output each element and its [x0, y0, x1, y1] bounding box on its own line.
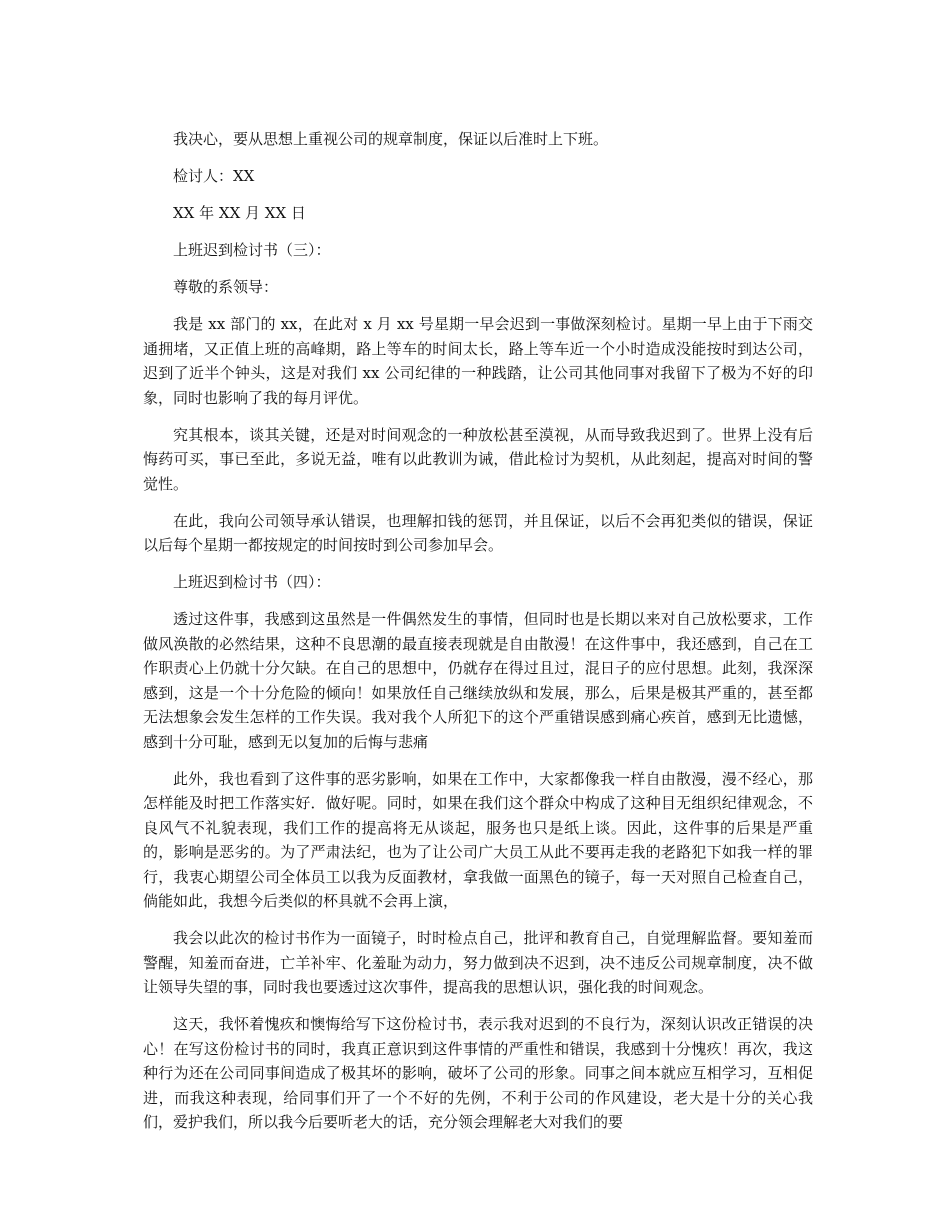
paragraph-body: 我是 xx 部门的 xx，在此对 x 月 xx 号星期一早会迟到一事做深刻检讨。星期一早上由于下雨交通拥堵，又正值上班的高峰期，路上等车的时间太长，路上等车近一个小时造成没能按时到达公司，迟到了近半个钟头，这是对我们 xx 公司纪律的一种践踏，让公司其他同事对我留下了极为不好的印象，同时也影响了我的每月评优。: [143, 315, 813, 407]
document-page: [143, 127, 813, 1147]
section-heading-four: 上班迟到检讨书（四）：: [173, 573, 331, 591]
paragraph-body: 透过这件事，我感到这虽然是一件偶然发生的事情，但同时也是长期以来对自己放松要求，工作做风涣散的必然结果，这种不良思潮的最直接表现就是自由散漫！在这件事中，我还感到，自己在工作职责心上仍就十分欠缺。在自己的思想中，仍就存在得过且过，混日子的应付思想。此刻，我深深感到，这是一个十分危险的倾向！如果放任自己继续放纵和发展，那么，后果是极其严重的，甚至都无法想象会发生怎样的工作失误。我对我个人所犯下的这个严重错误感到痛心疾首，感到无比遗憾，感到十分可耻，感到无以复加的后悔与悲痛: [143, 610, 813, 751]
paragraph-body: 我会以此次的检讨书作为一面镜子，时时检点自己，批评和教育自己，自觉理解监督。要知羞而警醒，知羞而奋进，亡羊补牢、化羞耻为动力，努力做到决不迟到，决不违反公司规章制度，决不做让领导失望的事，同时我也要透过这次事件，提高我的思想认识，强化我的时间观念。: [143, 929, 813, 996]
paragraph-body: 这天，我怀着愧疚和懊悔给写下这份检讨书，表示我对迟到的不良行为，深刻认识改正错误的决心！在写这份检讨书的同时，我真正意识到这件事情的严重性和错误，我感到十分愧疚！再次，我这种行为还在公司同事间造成了极其坏的影响，破坏了公司的形象。同事之间本就应互相学习，互相促进，而我这种表现，给同事们开了一个不好的先例，不利于公司的作风建设，老大是十分的关心我们，爱护我们，所以我今后要听老大的话，充分领会理解老大对我们的要: [143, 1015, 813, 1131]
paragraph-signer: 检讨人：XX: [173, 167, 255, 185]
paragraph-body: 此外，我也看到了这件事的恶劣影响，如果在工作中，大家都像我一样自由散漫，漫不经心，那怎样能及时把工作落实好．做好呢。同时，如果在我们这个群众中构成了这种目无组织纪律观念，不良风气不礼貌表现，我们工作的提高将无从谈起，服务也只是纸上谈。因此，这件事的后果是严重的，影响是恶劣的。为了严肃法纪，也为了让公司广大员工从此不要再走我的老路犯下如我一样的罪行，我衷心期望公司全体员工以我为反面教材，拿我做一面黑色的镜子，每一天对照自己检查自己，倘能如此，我想今后类似的杯具就不会再上演，: [143, 769, 813, 910]
paragraph-date: XX 年 XX 月 XX 日: [173, 204, 306, 222]
paragraph-body: 在此，我向公司领导承认错误，也理解扣钱的惩罚，并且保证，以后不会再犯类似的错误，保证以后每个星期一都按规定的时间按时到公司参加早会。: [143, 511, 813, 554]
paragraph-resolution: 我决心，要从思想上重视公司的规章制度，保证以后准时上下班。: [173, 130, 609, 148]
paragraph-body: 究其根本，谈其关键，还是对时间观念的一种放松甚至漠视，从而导致我迟到了。世界上没有后悔药可买，事已至此，多说无益，唯有以此教训为诫，借此检讨为契机，从此刻起，提高对时间的警觉性。: [143, 425, 813, 493]
paragraph-salutation: 尊敬的系领导：: [173, 278, 279, 296]
section-heading-three: 上班迟到检讨书（三）：: [173, 241, 331, 259]
